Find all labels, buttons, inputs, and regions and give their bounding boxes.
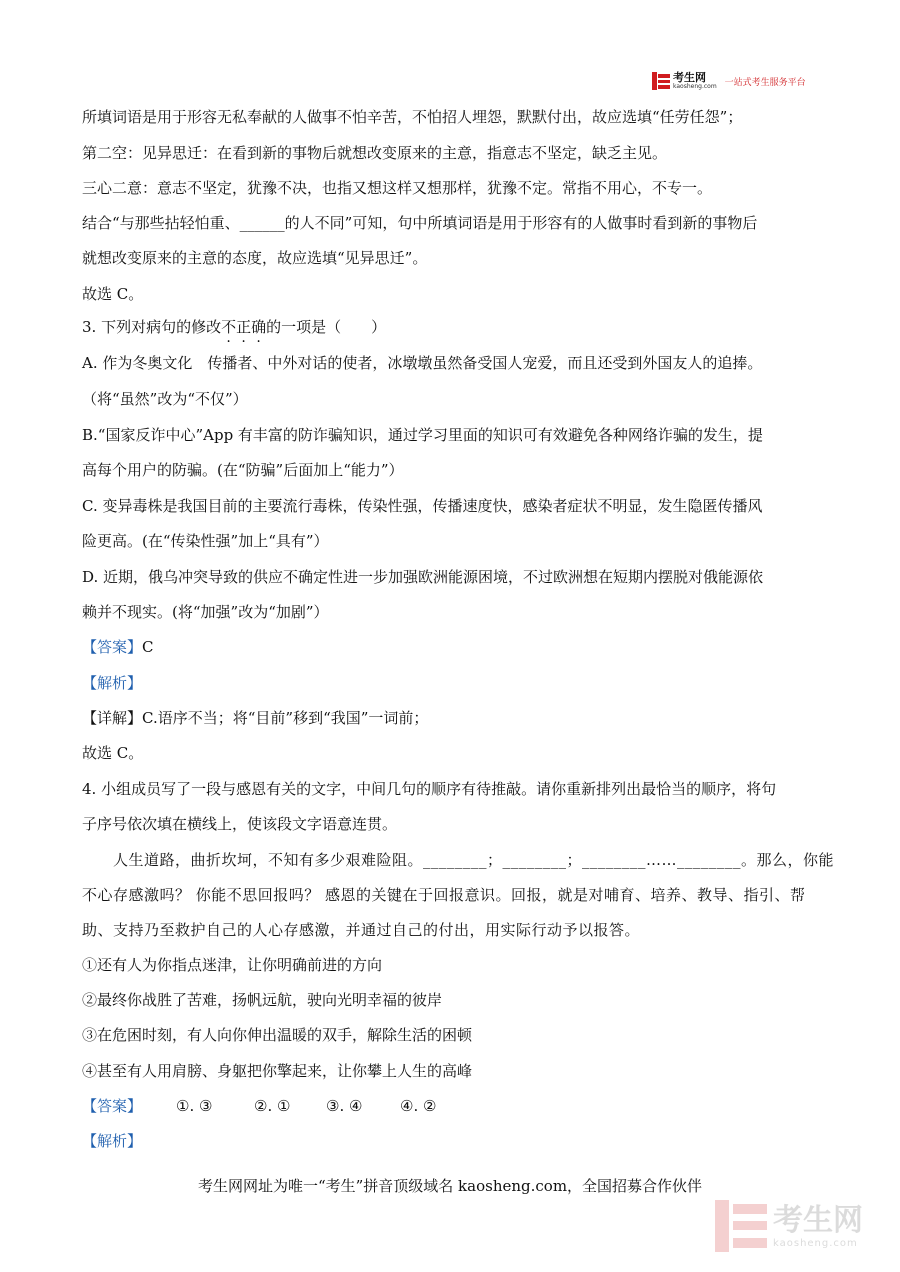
text-line: 结合“与那些拈轻怕重、______的人不同”可知，句中所填词语是用于形容有的人做事时看到新的事物后 (82, 214, 758, 232)
watermark-url: kaosheng.com (773, 1237, 858, 1249)
option-c-line: 险更高。(在“传染性强”加上“具有”） (82, 532, 329, 550)
logo-url: kaosheng.com (673, 83, 717, 90)
text-line: 三心二意：意志不坚定，犹豫不决，也指又想这样又想那样，犹豫不定。常指不用心，不专一。 (82, 179, 713, 197)
option-a-line: （将“虽然”改为“不仅”） (82, 390, 248, 408)
analysis-label: 【解析】 (82, 674, 143, 692)
logo-text: 考生网 (673, 71, 706, 84)
answer-blank-3: ③. ④ (326, 1097, 363, 1115)
passage-line: 人生道路，曲折坎坷，不知有多少艰难险阻。________；________；________……________。那么，你能 (82, 851, 835, 869)
sentence-option: ②最终你战胜了苦难，扬帆远航，驶向光明幸福的彼岸 (82, 991, 443, 1009)
answer-label: 【答案】 (82, 638, 143, 656)
watermark-mark-icon (715, 1200, 767, 1252)
q3-prefix: 3. 下列对病句的修改 (82, 318, 222, 336)
text-line: 第二空：见异思迁：在看到新的事物后就想改变原来的主意，指意志不坚定，缺乏主见。 (82, 144, 668, 162)
answer-value: C (142, 638, 154, 656)
header-logo[interactable] (652, 70, 806, 92)
text-line: 就想改变原来的主意的态度，故应选填“见异思迁”。 (82, 249, 428, 267)
option-b-line: B.“国家反诈中心”App 有丰富的防诈骗知识，通过学习里面的知识可有效避免各种网络诈骗的发生，提 (82, 426, 763, 444)
text-line: 故选 C。 (82, 285, 144, 303)
sentence-option: ③在危困时刻，有人向你伸出温暖的双手，解除生活的困顿 (82, 1026, 473, 1044)
answer-blank-1: ①. ③ (176, 1097, 213, 1115)
option-b-line: 高每个用户的防骗。(在“防骗”后面加上“能力”） (82, 461, 404, 479)
question-4-line: 4. 小组成员写了一段与感恩有关的文字，中间几句的顺序有待推敲。请你重新排列出最恰当的顺序，将句 (82, 780, 777, 798)
question-4-line: 子序号依次填在横线上，使该段文字语意连贯。 (82, 815, 398, 833)
q3-emphasis-char: 不 (221, 318, 237, 336)
option-d-line: 赖并不现实。(将“加强”改为“加剧”） (82, 603, 329, 621)
answer-3 (82, 637, 822, 657)
option-d-line: D. 近期，俄乌冲突导致的供应不确定性进一步加强欧洲能源困境，不过欧洲想在短期内摆脱对俄能源依 (82, 568, 764, 586)
answer-blank-2: ②. ① (254, 1097, 291, 1115)
sentence-option: ④甚至有人用肩膀、身躯把你擎起来，让你攀上人生的高峰 (82, 1062, 473, 1080)
watermark-logo (715, 1200, 863, 1252)
q3-suffix: 的一项是（ ） (266, 318, 387, 336)
detail-3 (82, 708, 822, 728)
answer-label: 【答案】 (82, 1097, 143, 1115)
detail-label: 【详解】 (82, 709, 143, 727)
logo-mark-icon (652, 72, 670, 90)
answer-blank-4: ④. ② (400, 1097, 437, 1115)
text-line: 故选 C。 (82, 744, 144, 762)
sentence-option: ①还有人为你指点迷津，让你明确前进的方向 (82, 956, 383, 974)
passage-line: 助、支持乃至救护自己的人心存感激，并通过自己的付出，用实际行动予以报答。 (82, 921, 641, 939)
option-a-line: A. 作为冬奥文化 传播者、中外对话的使者，冰墩墩虽然备受国人宠爱，而且还受到外国友人的追捧。 (82, 354, 763, 372)
text-line: 所填词语是用于形容无私奉献的人做事不怕辛苦，不怕招人埋怨，默默付出，故应选填“任劳任怨”； (82, 108, 743, 126)
footer-text: 考生网网址为唯一“考生”拼音顶级域名 kaosheng.com，全国招募合作伙伴 (197, 1177, 703, 1195)
logo-slogan: 一站式考生服务平台 (724, 77, 806, 88)
analysis-label: 【解析】 (82, 1132, 143, 1150)
q3-emphasis-char: 确 (251, 318, 267, 336)
detail-text: C.语序不当；将“目前”移到“我国”一词前； (142, 709, 429, 727)
q3-emphasis-char: 正 (236, 318, 252, 336)
question-3-title (82, 317, 822, 337)
passage-line: 不心存感激吗？ 你能不思回报吗？ 感恩的关键在于回报意识。回报，就是对哺育、培养、教导、指引、帮 (82, 886, 806, 904)
option-c-line: C. 变异毒株是我国目前的主要流行毒株，传染性强，传播速度快，感染者症状不明显，发生隐匿传播风 (82, 497, 763, 515)
watermark-text: 考生网 (773, 1202, 863, 1238)
